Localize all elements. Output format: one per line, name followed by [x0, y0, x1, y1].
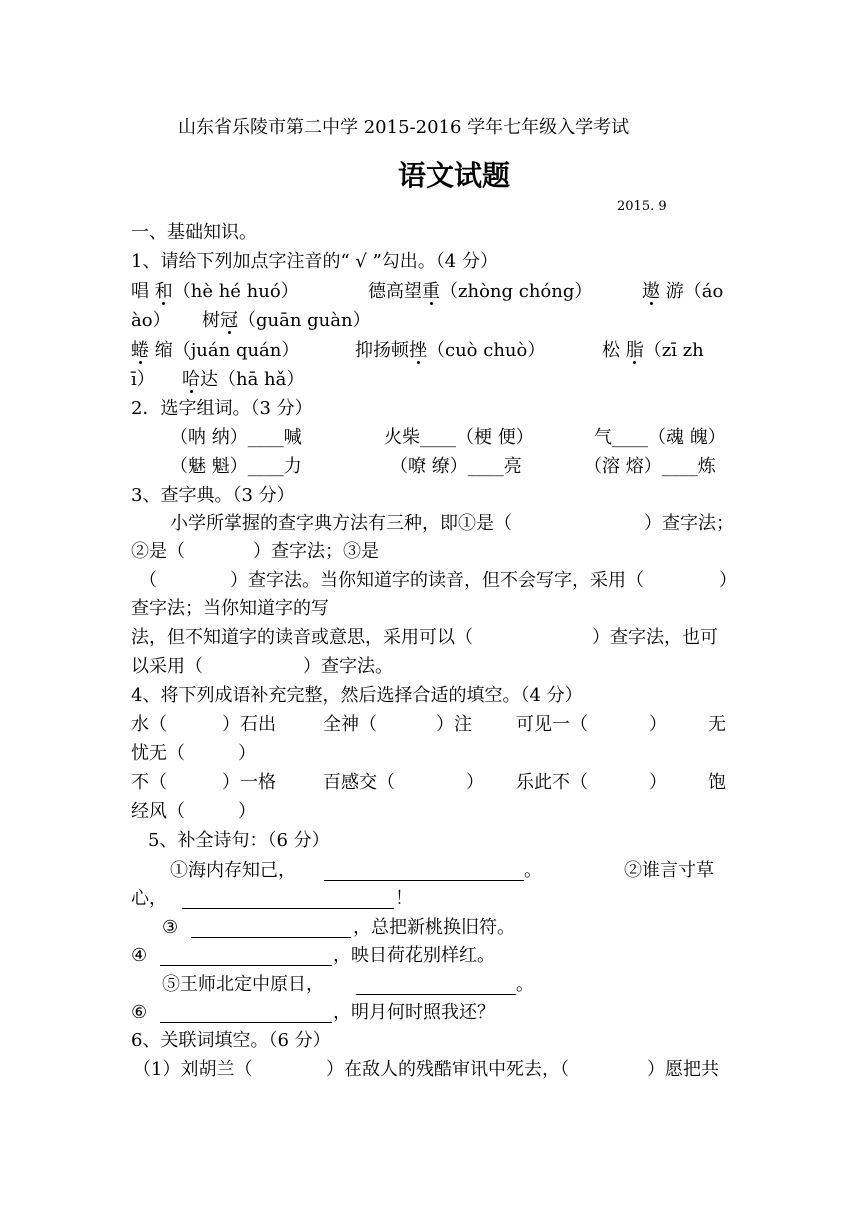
- section1-title-line: [0, 218, 860, 248]
- q3-text: 小学所掌握的查字典方法有三种，即①是（: [170, 513, 512, 534]
- q3-text: ）查字法。: [303, 656, 393, 677]
- q4-text: 忧无（: [131, 743, 185, 764]
- q1-item-changhe: 唱 和（hè hé huó）: [131, 277, 299, 307]
- q3-line3: [0, 566, 860, 596]
- poem-blank[interactable]: [182, 888, 394, 909]
- q5-line4: [0, 941, 860, 971]
- q5-text: ，总把新桃换旧符。: [353, 917, 515, 938]
- q5-text: 。: [516, 974, 534, 995]
- poem-blank[interactable]: [356, 974, 516, 995]
- q1-line2: [0, 306, 860, 336]
- q5-title: 5、补全诗句：（6 分）: [148, 830, 330, 851]
- exam-date-line: [0, 196, 860, 218]
- exam-school-title-line: [0, 113, 860, 143]
- q3-text: ）: [719, 570, 737, 591]
- q3-line2: [0, 537, 860, 567]
- dotted-char: 重: [422, 277, 440, 307]
- dotted-char: 哈: [182, 365, 200, 395]
- q6-title: 6、关联词填空。（6 分）: [131, 1030, 331, 1051]
- q2-row2: [0, 452, 860, 482]
- q4-text: 无: [708, 714, 726, 735]
- q2-item: （溶 熔）____炼: [584, 456, 716, 477]
- q3-line1: [0, 509, 860, 539]
- q1-line3: [0, 336, 860, 366]
- q5-line3: [0, 913, 860, 943]
- q3-text: ）查字法；③是: [253, 541, 379, 562]
- q1-item-aoyou: 遨 游（áo: [642, 277, 723, 307]
- q6-text: ）愿把共: [647, 1059, 719, 1080]
- q3-title-line: [0, 481, 860, 511]
- poem-blank[interactable]: [191, 917, 351, 938]
- q5-line1: [0, 856, 860, 886]
- q4-row1: [0, 710, 860, 740]
- q5-text: ①海内存知己，: [170, 860, 296, 881]
- q5-text: ，明月何时照我还？: [333, 1002, 495, 1023]
- q6-text: ）在敌人的残酷审讯中死去，（: [326, 1059, 569, 1080]
- q4-text: 饱: [708, 772, 726, 793]
- q4-title-line: [0, 681, 860, 711]
- q1-title: 1、请给下列加点字注音的“ √ ”勾出。（4 分）: [131, 251, 498, 272]
- q3-text: ②是（: [131, 541, 185, 562]
- q5-text: ！: [395, 888, 413, 909]
- q6-line1: [0, 1055, 860, 1085]
- q2-item: （呐 纳）____喊: [170, 427, 302, 448]
- q5-text: ②谁言寸草: [624, 860, 714, 881]
- q3-text: ）查字法，也可: [592, 627, 718, 648]
- exam-subject-title-line: [0, 157, 860, 195]
- q1-item-yiyangdunchuo: 抑扬顿挫（cuò chuò）: [355, 336, 545, 366]
- q5-line6: [0, 998, 860, 1028]
- q5-title-line: [0, 826, 860, 856]
- dotted-char: 遨: [642, 277, 660, 307]
- q2-title-line: [0, 394, 860, 424]
- q2-item: （魅 魁）____力: [170, 456, 302, 477]
- poem-blank[interactable]: [160, 1002, 332, 1023]
- q4-text: ）注: [436, 714, 472, 735]
- q5-text: 。: [524, 860, 542, 881]
- q4-row2: [0, 739, 860, 769]
- q3-text: ）查字法。当你知道字的读音，但不会写字，采用（: [230, 570, 644, 591]
- q4-text: ）: [649, 772, 667, 793]
- q4-text: ）石出: [222, 714, 276, 735]
- q4-text: 可见一（: [516, 714, 588, 735]
- q3-line5: [0, 623, 860, 653]
- q5-text: ③: [162, 917, 179, 938]
- q1-item-degaowangzhong: 德高望重（zhòng chóng）: [368, 277, 592, 307]
- section1-title: 一、基础知识。: [131, 222, 257, 243]
- q3-text: ）查字法；: [644, 513, 734, 534]
- q3-title: 3、查字典。（3 分）: [131, 485, 295, 506]
- exam-subject-title: 语文试题: [398, 159, 511, 192]
- q4-text: 经风（: [131, 801, 185, 822]
- q1-item-songzhi-cont: ī）: [131, 369, 155, 390]
- q3-text: 以采用（: [131, 656, 203, 677]
- dotted-char: 挫: [409, 336, 427, 366]
- q4-row3: [0, 768, 860, 798]
- q5-text: ⑤王师北定中原日，: [162, 974, 324, 995]
- q3-text: （: [139, 570, 157, 591]
- q2-item: 气____（魂 魄）: [594, 427, 726, 448]
- q6-title-line: [0, 1026, 860, 1056]
- exam-date: 2015. 9: [617, 199, 667, 214]
- exam-school-title: 山东省乐陵市第二中学 2015-2016 学年七年级入学考试: [178, 117, 630, 138]
- q4-row4: [0, 797, 860, 827]
- q6-text: （1）刘胡兰（: [133, 1059, 253, 1080]
- q4-title: 4、将下列成语补充完整，然后选择合适的填空。（4 分）: [131, 685, 583, 706]
- q4-text: 百感交（: [323, 772, 395, 793]
- q4-text: 乐此不（: [516, 772, 588, 793]
- q1-item-hada: 哈达（hā hǎ）: [182, 365, 304, 395]
- q1-line1: [0, 277, 860, 307]
- poem-blank[interactable]: [324, 860, 524, 881]
- q2-item: （嘹 缭）____亮: [390, 456, 522, 477]
- q2-title: 2．选字组词。（3 分）: [131, 398, 313, 419]
- q5-line5: [0, 970, 860, 1000]
- q1-title-line: [0, 247, 860, 277]
- q3-line4: [0, 594, 860, 624]
- dotted-char: 蜷: [131, 336, 149, 366]
- q1-item-quansuo: 蜷 缩（juán quán）: [131, 336, 299, 366]
- q4-text: ）: [466, 772, 484, 793]
- dotted-char: 和: [155, 277, 173, 307]
- q3-text: 法，但不知道字的读音或意思，采用可以（: [131, 627, 473, 648]
- q5-text: 心，: [131, 888, 167, 909]
- q4-text: ）: [238, 743, 256, 764]
- q4-text: ）一格: [222, 772, 276, 793]
- q1-line4: [0, 365, 860, 395]
- q4-text: 水（: [131, 714, 167, 735]
- q2-item: 火柴____（梗 便）: [384, 427, 534, 448]
- q1-item-shuguan: 树冠（guān guàn）: [202, 306, 371, 336]
- q4-text: 全神（: [323, 714, 377, 735]
- q5-line2: [0, 884, 860, 914]
- dotted-char: 冠: [220, 306, 238, 336]
- q4-text: ）: [238, 801, 256, 822]
- poem-blank[interactable]: [160, 945, 332, 966]
- q5-text: ⑥: [131, 1002, 148, 1023]
- q2-row1: [0, 423, 860, 453]
- q1-item-songzhi: 松 脂（zī zh: [602, 336, 704, 366]
- dotted-char: 脂: [626, 336, 644, 366]
- q3-text: 查字法；当你知道字的写: [131, 598, 329, 619]
- q1-item-aoyou-cont: ào）: [131, 310, 171, 331]
- q4-text: 不（: [131, 772, 167, 793]
- q5-text: ④: [131, 945, 148, 966]
- q5-text: ，映日荷花别样红。: [333, 945, 495, 966]
- q3-line6: [0, 652, 860, 682]
- q4-text: ）: [649, 714, 667, 735]
